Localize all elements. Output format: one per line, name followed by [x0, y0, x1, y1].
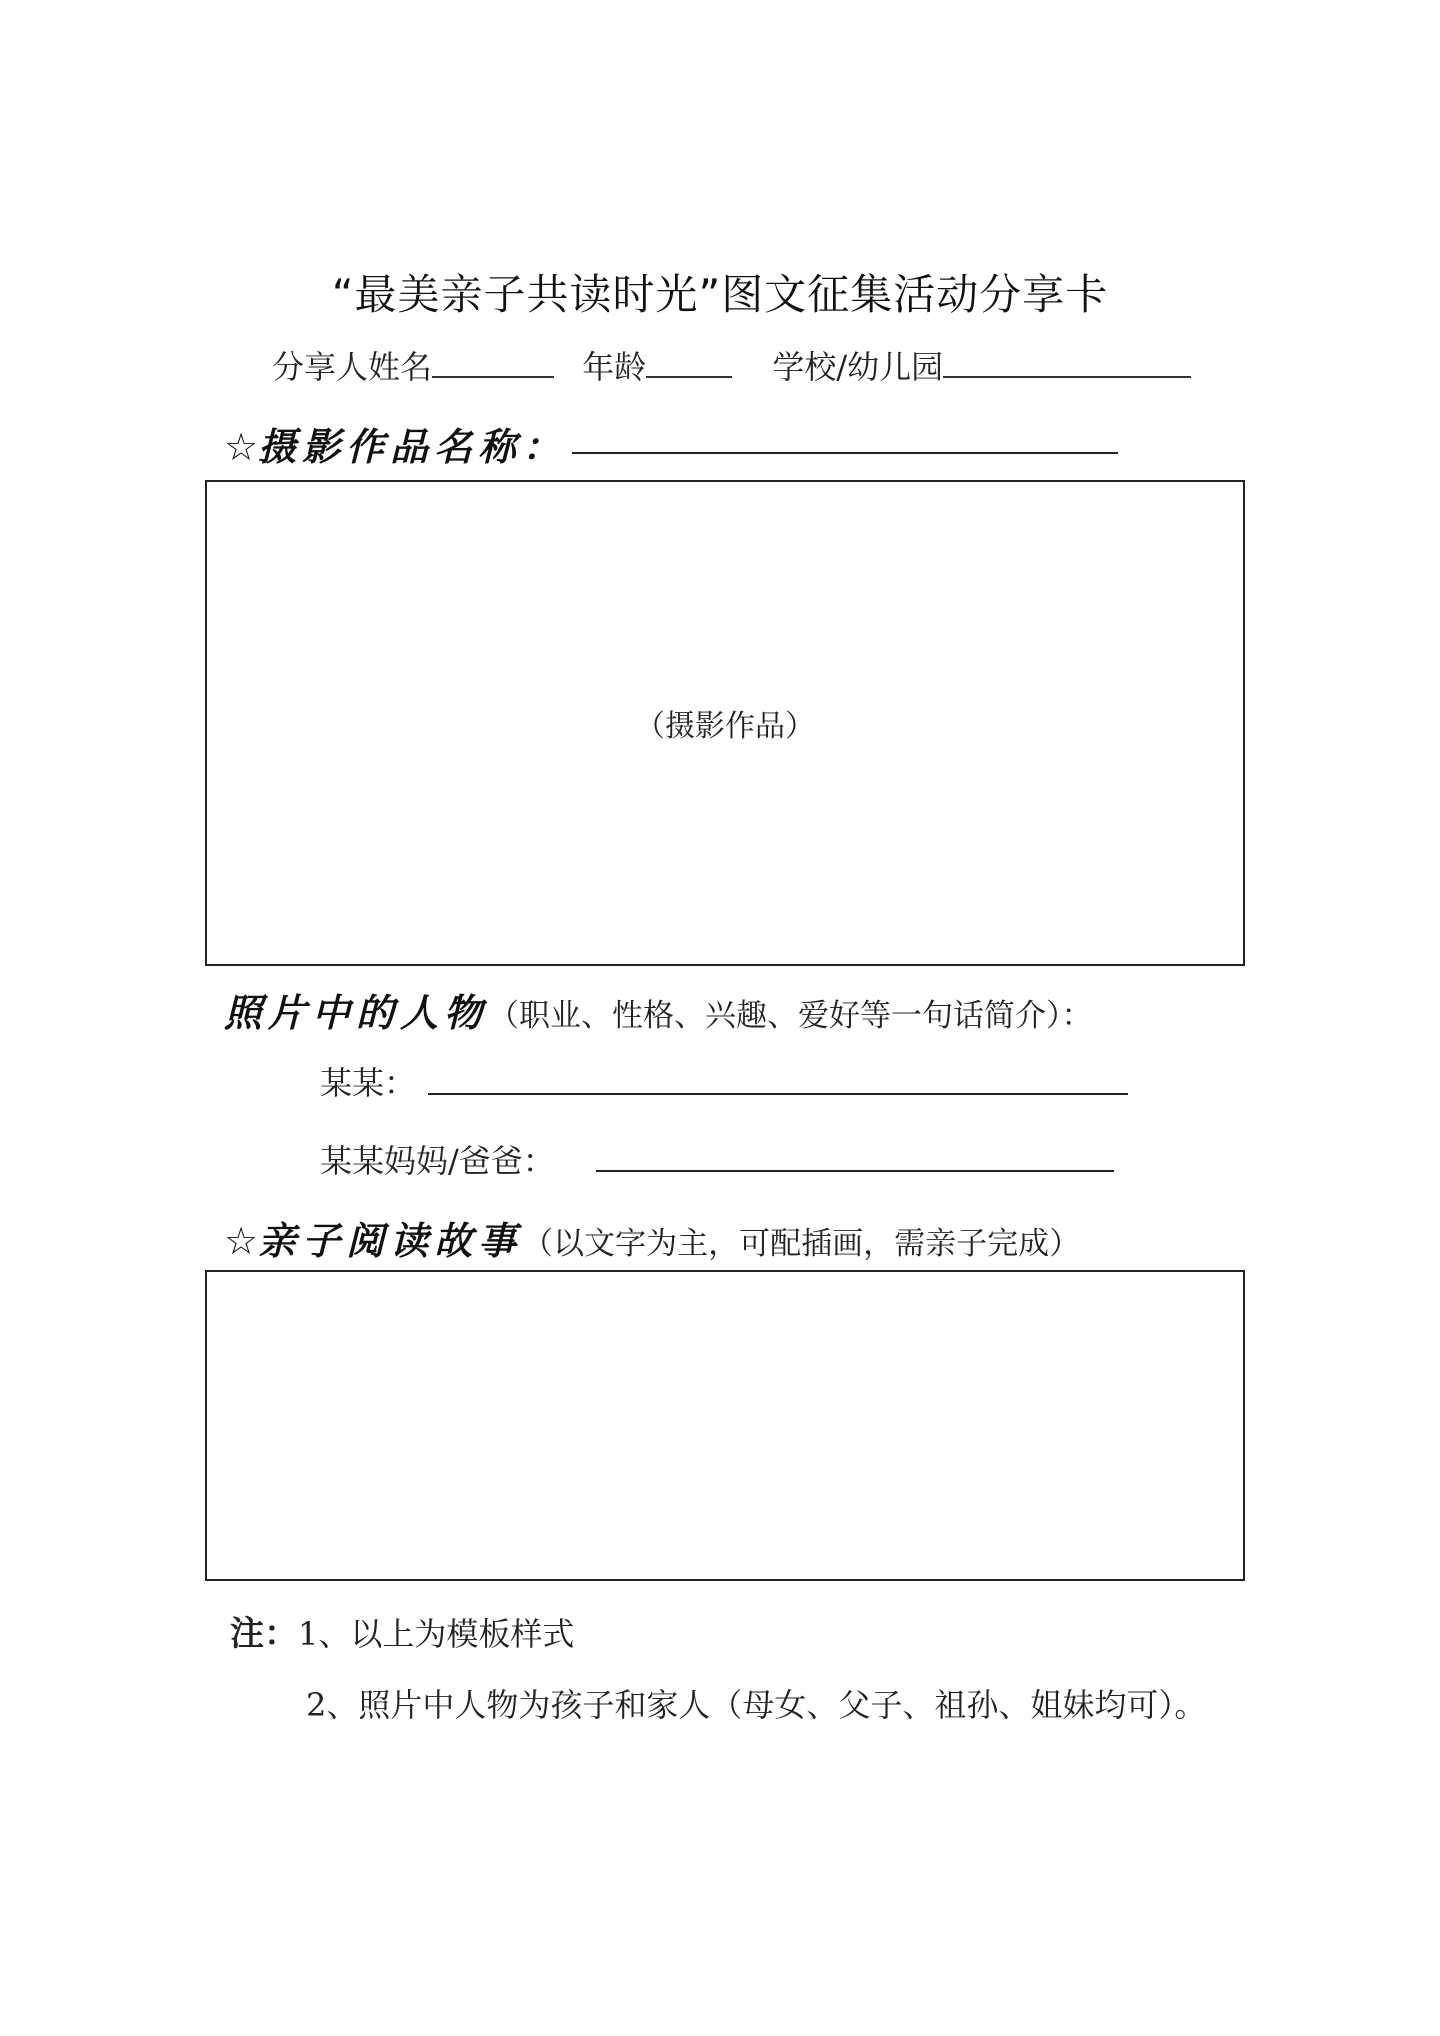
- people-heading-label: 照片中的人物: [224, 990, 489, 1035]
- note-item-2: 2、照片中人物为孩子和家人（母女、父子、祖孙、姐妹均可）。: [306, 1686, 1207, 1724]
- school-blank[interactable]: [943, 346, 1191, 378]
- photo-title-line[interactable]: [572, 452, 1118, 454]
- note-line-2: [306, 1680, 1206, 1726]
- story-heading-label: 亲子阅读故事: [258, 1218, 523, 1263]
- age-label: 年龄: [582, 348, 647, 386]
- child-line[interactable]: [428, 1093, 1128, 1095]
- parent-line[interactable]: [596, 1170, 1114, 1172]
- school-label: 学校/幼儿园: [772, 348, 944, 386]
- photo-placeholder: （摄影作品）: [635, 709, 815, 744]
- photo-title-heading: [224, 416, 566, 471]
- note-item-1: 1、以上为模板样式: [298, 1615, 575, 1653]
- people-heading: [224, 982, 1093, 1037]
- story-heading-note: （以文字为主，可配插画，需亲子完成）: [522, 1226, 1081, 1262]
- sharer-info-row: [272, 342, 1191, 388]
- age-blank[interactable]: [646, 346, 732, 378]
- name-label: 分享人姓名: [272, 348, 433, 386]
- child-label: 某某：: [320, 1064, 417, 1102]
- star-icon: ☆: [224, 425, 259, 469]
- page-title: “最美亲子共读时光”图文征集活动分享卡: [331, 270, 1109, 319]
- note-label: 注：: [230, 1614, 298, 1654]
- note-line-1: [230, 1606, 574, 1655]
- photo-box[interactable]: [205, 480, 1245, 966]
- story-box[interactable]: [205, 1270, 1245, 1581]
- photo-title-label: 摄影作品名称：: [258, 424, 567, 469]
- star-icon: ☆: [224, 1219, 259, 1263]
- parent-label: 某某妈妈/爸爸：: [320, 1142, 555, 1180]
- name-blank[interactable]: [432, 346, 554, 378]
- people-heading-note: （职业、性格、兴趣、爱好等一句话简介）：: [488, 998, 1093, 1034]
- story-heading: [224, 1210, 1080, 1265]
